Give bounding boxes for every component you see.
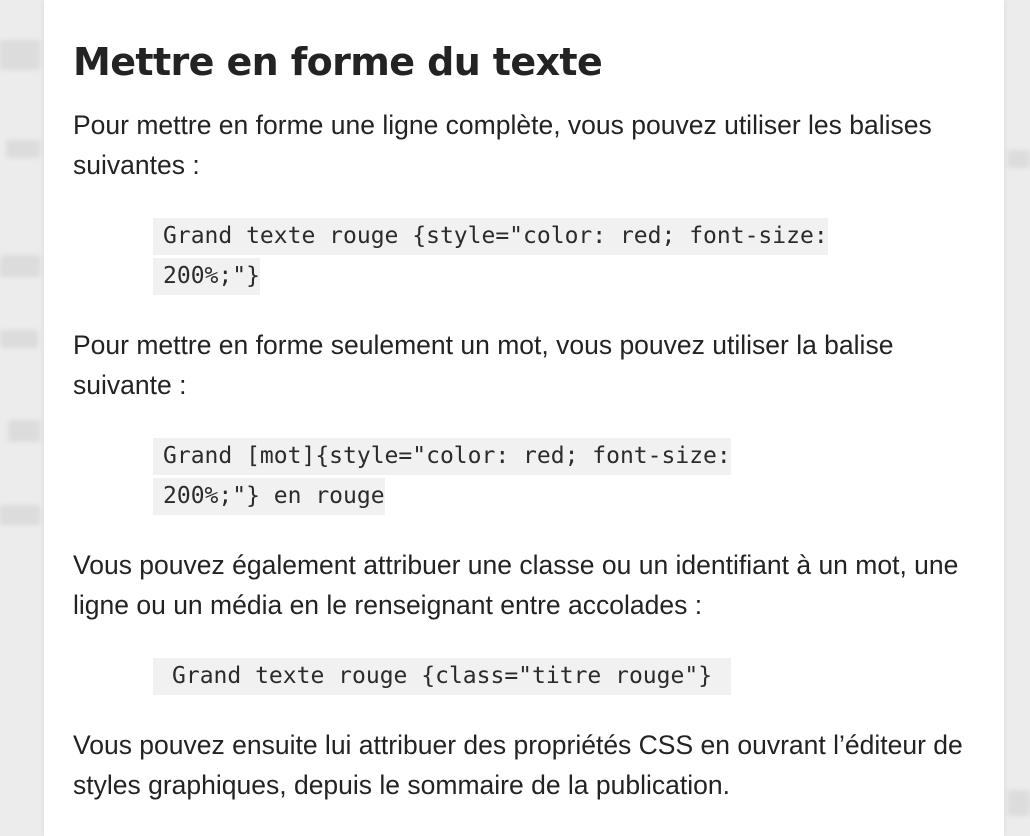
paragraph-line-formatting: Pour mettre en forme une ligne complète, vous pouvez utiliser les balises suivantes : bbox=[73, 110, 932, 180]
background-blur-element bbox=[0, 330, 38, 348]
paragraph-class-attribute: Vous pouvez également attribuer une classe ou un identifiant à un mot, une ligne ou un média en le renseignant entre accolades : bbox=[73, 550, 959, 620]
background-blur-element bbox=[1008, 150, 1030, 168]
background-blur-element bbox=[6, 140, 40, 158]
background-blur-element bbox=[1008, 790, 1030, 816]
help-panel bbox=[44, 0, 1004, 836]
paragraph-word-formatting: Pour mettre en forme seulement un mot, vous pouvez utiliser la balise suivante : bbox=[73, 330, 894, 400]
code-sample-line bbox=[153, 216, 853, 296]
code-sample-text: Grand texte rouge {style="color: red; font-size: 200%;"} bbox=[153, 218, 828, 295]
code-sample-class bbox=[153, 656, 853, 696]
code-sample-text: Grand [mot]{style="color: red; font-size: 200%;"} en rouge bbox=[153, 438, 731, 515]
background-blur-element bbox=[8, 420, 40, 442]
code-sample-word bbox=[153, 436, 823, 516]
background-blur-element bbox=[0, 255, 40, 277]
code-sample-text: Grand texte rouge {class="titre rouge"} bbox=[153, 658, 731, 695]
paragraph-css-editor: Vous pouvez ensuite lui attribuer des propriétés CSS en ouvrant l’éditeur de styles graphiques, depuis le sommaire de la publication. bbox=[73, 730, 963, 800]
background-blur-element bbox=[0, 505, 40, 525]
section-heading: Mettre en forme du texte bbox=[73, 40, 603, 84]
background-blur-element bbox=[0, 40, 40, 70]
